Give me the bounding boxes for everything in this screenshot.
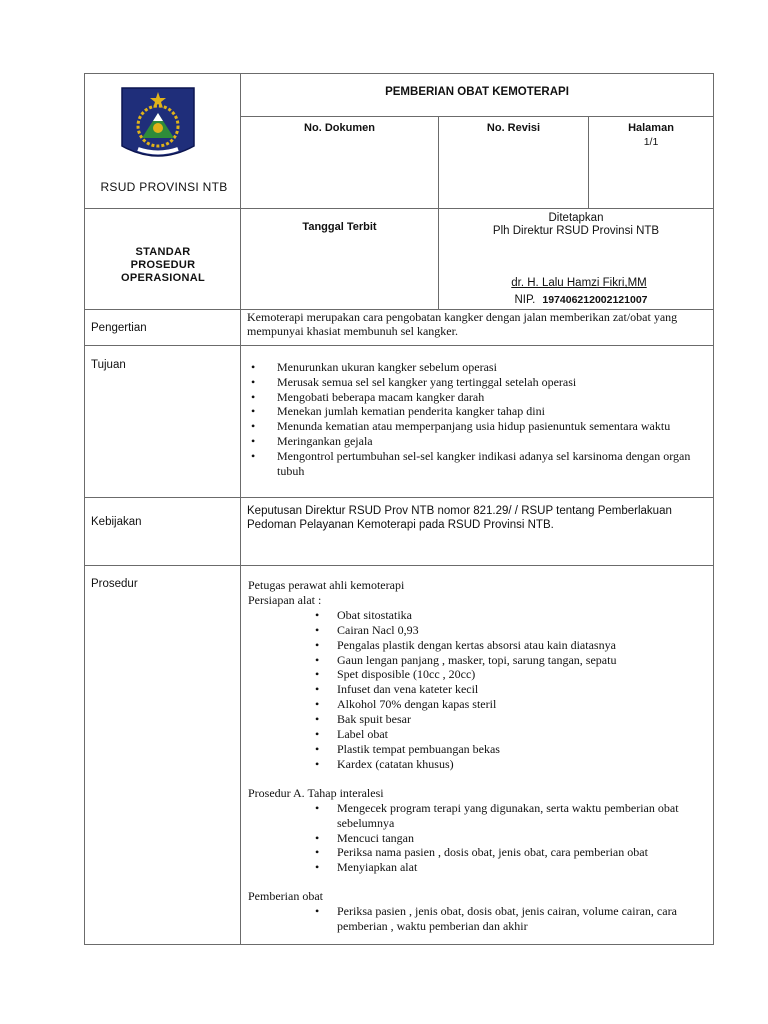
pengertian-label-cell: [84, 309, 241, 346]
list-item: • Plastik tempat pembuangan bekas: [315, 741, 500, 756]
signatory-name: dr. H. Lalu Hamzi Fikri,MM: [511, 277, 647, 289]
list-item: • Mencuci tangan: [315, 830, 414, 845]
sop-document: [84, 73, 714, 945]
prosedur-body: [248, 578, 703, 934]
nip-value: 197406212002121007: [542, 294, 648, 306]
prosedur-label: Prosedur: [91, 578, 138, 590]
list-item: • Mengobati beberapa macam kangker darah: [251, 389, 485, 404]
document-title: PEMBERIAN OBAT KEMOTERAPI: [385, 86, 569, 98]
list-item: • Cairan Nacl 0,93: [315, 622, 419, 637]
pengertian-label: Pengertian: [91, 322, 147, 334]
prosedur-label-cell: [84, 565, 241, 945]
pemberian-label: Pemberian obat: [248, 889, 323, 904]
list-item: • Mengecek program terapi yang digunakan, serta waktu pemberian obat sebelumnya: [315, 800, 679, 830]
kebijakan-label: Kebijakan: [91, 516, 142, 528]
list-item: • Spet disposible (10cc , 20cc): [315, 667, 476, 682]
kebijakan-content-cell: [240, 497, 714, 566]
list-item: • Infuset dan vena kateter kecil: [315, 682, 479, 697]
list-item: • Merusak semua sel sel kangker yang tertinggal setelah operasi: [251, 374, 577, 389]
ditetapkan-cell: [438, 208, 714, 310]
no-revisi-label: No. Revisi: [486, 122, 541, 134]
list-item: • Menekan jumlah kematian penderita kangker tahap dini: [251, 404, 545, 419]
list-item: • Alkohol 70% dengan kapas steril: [315, 697, 497, 712]
persiapan-list: [248, 608, 703, 772]
list-item: • Mengontrol pertumbuhan sel-sel kangker indikasi adanya sel karsinoma dengan organ tubuh: [251, 448, 691, 478]
halaman-label: Halaman: [628, 122, 674, 134]
halaman-value: 1/1: [643, 136, 659, 148]
pengertian-content-cell: [240, 309, 714, 346]
provincial-emblem-icon: [120, 86, 196, 165]
no-dokumen-label: No. Dokumen: [304, 122, 375, 134]
prosedur-intro: Petugas perawat ahli kemoterapi: [248, 578, 405, 592]
sop-label-cell: [84, 208, 241, 310]
sop-label: STANDAR PROSEDUR OPERASIONAL: [121, 246, 205, 284]
list-item: • Pengalas plastik dengan kertas absorsi atau kain diatasnya: [315, 637, 616, 652]
persiapan-label: Persiapan alat :: [248, 592, 322, 607]
list-item: • Periksa pasien , jenis obat, dosis obat, jenis cairan, volume cairan, cara pemberian , waktu pemberian dan akhir: [315, 904, 677, 934]
halaman-cell: [588, 116, 714, 209]
list-item: • Menunda kematian atau memperpanjang usia hidup pasienuntuk sementara waktu: [251, 419, 671, 434]
kebijakan-label-cell: [84, 497, 241, 566]
tahap-label: Prosedur A. Tahap interalesi: [248, 785, 384, 800]
list-item: • Obat sitostatika: [315, 607, 412, 622]
tanggal-terbit-label: Tanggal Terbit: [302, 221, 377, 233]
list-item: • Meringankan gejala: [251, 433, 373, 448]
pemberian-list: [248, 904, 703, 934]
title-cell: [240, 73, 714, 117]
ditetapkan-by: Plh Direktur RSUD Provinsi NTB: [492, 225, 660, 237]
ditetapkan-label: Ditetapkan: [548, 212, 604, 224]
no-dokumen-cell: [240, 116, 439, 209]
list-item: • Periksa nama pasien , dosis obat, jenis obat, cara pemberian obat: [315, 845, 648, 860]
tanggal-terbit-cell: [240, 208, 439, 310]
nip-label: NIP.: [514, 294, 536, 306]
tujuan-label-cell: [84, 345, 241, 498]
list-item: • Bak spuit besar: [315, 712, 411, 727]
logo-cell: [84, 73, 241, 209]
list-item: • Label obat: [315, 727, 388, 742]
list-item: • Gaun lengan panjang , masker, topi, sarung tangan, sepatu: [315, 652, 617, 667]
kebijakan-text: Keputusan Direktur RSUD Prov NTB nomor 821.29/ / RSUP tentang Pemberlakuan Pedoman Pelayanan Kemoterapi pada RSUD Provinsi NTB.: [247, 505, 672, 531]
tujuan-list: [251, 360, 691, 478]
hospital-name: RSUD PROVINSI NTB: [100, 180, 228, 194]
tujuan-content-cell: [240, 345, 714, 498]
nip-line: [514, 290, 647, 308]
list-item: • Menurunkan ukuran kangker sebelum operasi: [251, 360, 497, 374]
list-item: • Kardex (catatan khusus): [315, 756, 454, 771]
tujuan-label: Tujuan: [91, 359, 126, 371]
prosedur-content-cell: [240, 565, 714, 945]
no-revisi-cell: [438, 116, 589, 209]
tahap-list: [248, 801, 703, 876]
pengertian-text: Kemoterapi merupakan cara pengobatan kangker dengan jalan memberikan zat/obat yang mempunyai khasiat membunuh sel kangker.: [247, 310, 678, 338]
list-item: • Menyiapkan alat: [315, 860, 418, 875]
